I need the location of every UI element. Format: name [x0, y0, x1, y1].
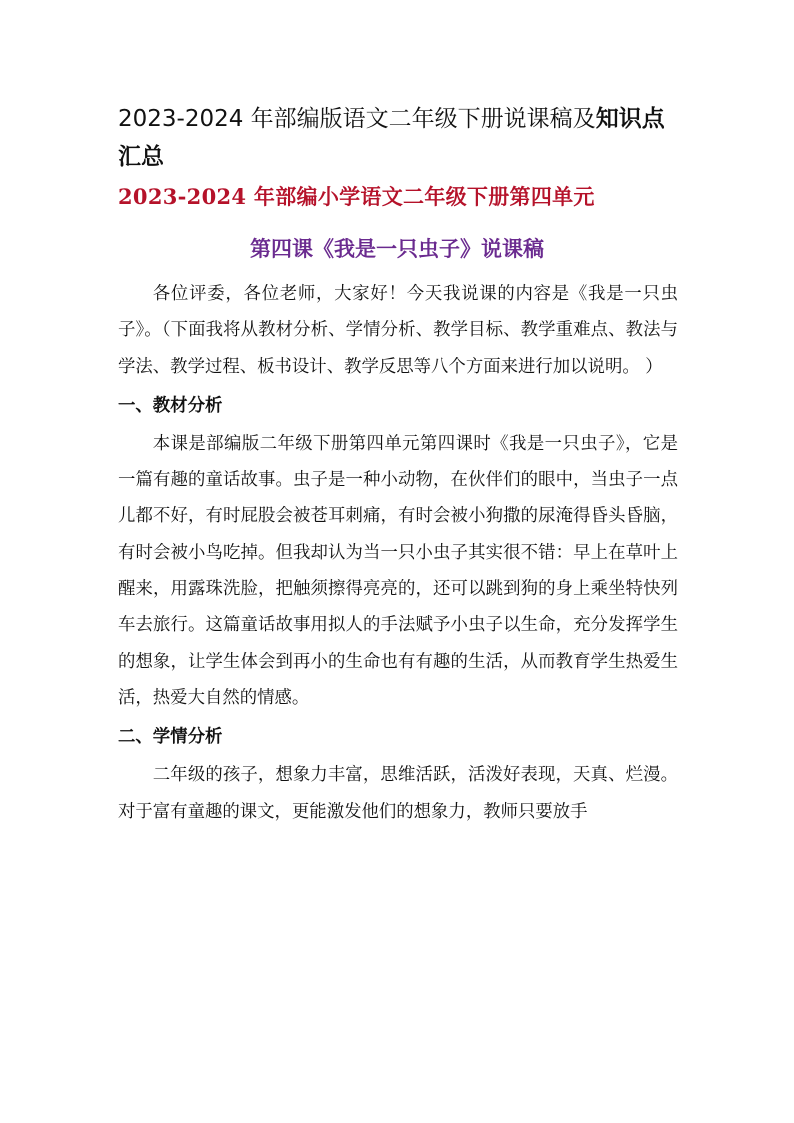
lesson-title: 第四课《我是一只虫子》说课稿 — [250, 237, 544, 261]
document-title — [118, 100, 678, 176]
section-heading-textbook-analysis: 一、教材分析 — [118, 395, 223, 416]
section-body-student-analysis: 二年级的孩子，想象力丰富，思维活跃，活泼好表现，天真、烂漫。对于富有童趣的课文，更能激发他们的想象力，教师只要放手 — [118, 765, 678, 822]
document-title-part2: 知识点汇总 — [118, 106, 665, 170]
section-body-textbook-analysis: 本课是部编版二年级下册第四单元第四课时《我是一只虫子》，它是一篇有趣的童话故事。虫子是一种小动物，在伙伴们的眼中，当虫子一点儿都不好，有时屁股会被苍耳刺痛，有时会被小狗撒的尿淹得昏头昏脑，有时会被小鸟吃掉。但我却认为当一只小虫子其实很不错：早上在草叶上醒来，用露珠洗脸，把触须擦得亮亮的，还可以跳到狗的身上乘坐特快列车去旅行。这篇童话故事用拟人的手法赋予小虫子以生命，充分发挥学生的想象，让学生体会到再小的生命也有有趣的生活，从而教育学生热爱生活，热爱大自然的情感。 — [118, 433, 678, 708]
intro-paragraph: 各位评委，各位老师，大家好！今天我说课的内容是《我是一只虫子》。（下面我将从教材分析、学情分析、教学目标、教学重难点、教法与学法、教学过程、板书设计、教学反思等八个方面来进行加以说明。 ） — [118, 284, 678, 377]
document-title-part1: 2023-2024 年部编版语文二年级下册说课稿及 — [118, 106, 596, 132]
unit-title: 2023-2024 年部编小学语文二年级下册第四单元 — [118, 184, 595, 209]
section-heading-student-analysis: 二、学情分析 — [118, 727, 223, 748]
